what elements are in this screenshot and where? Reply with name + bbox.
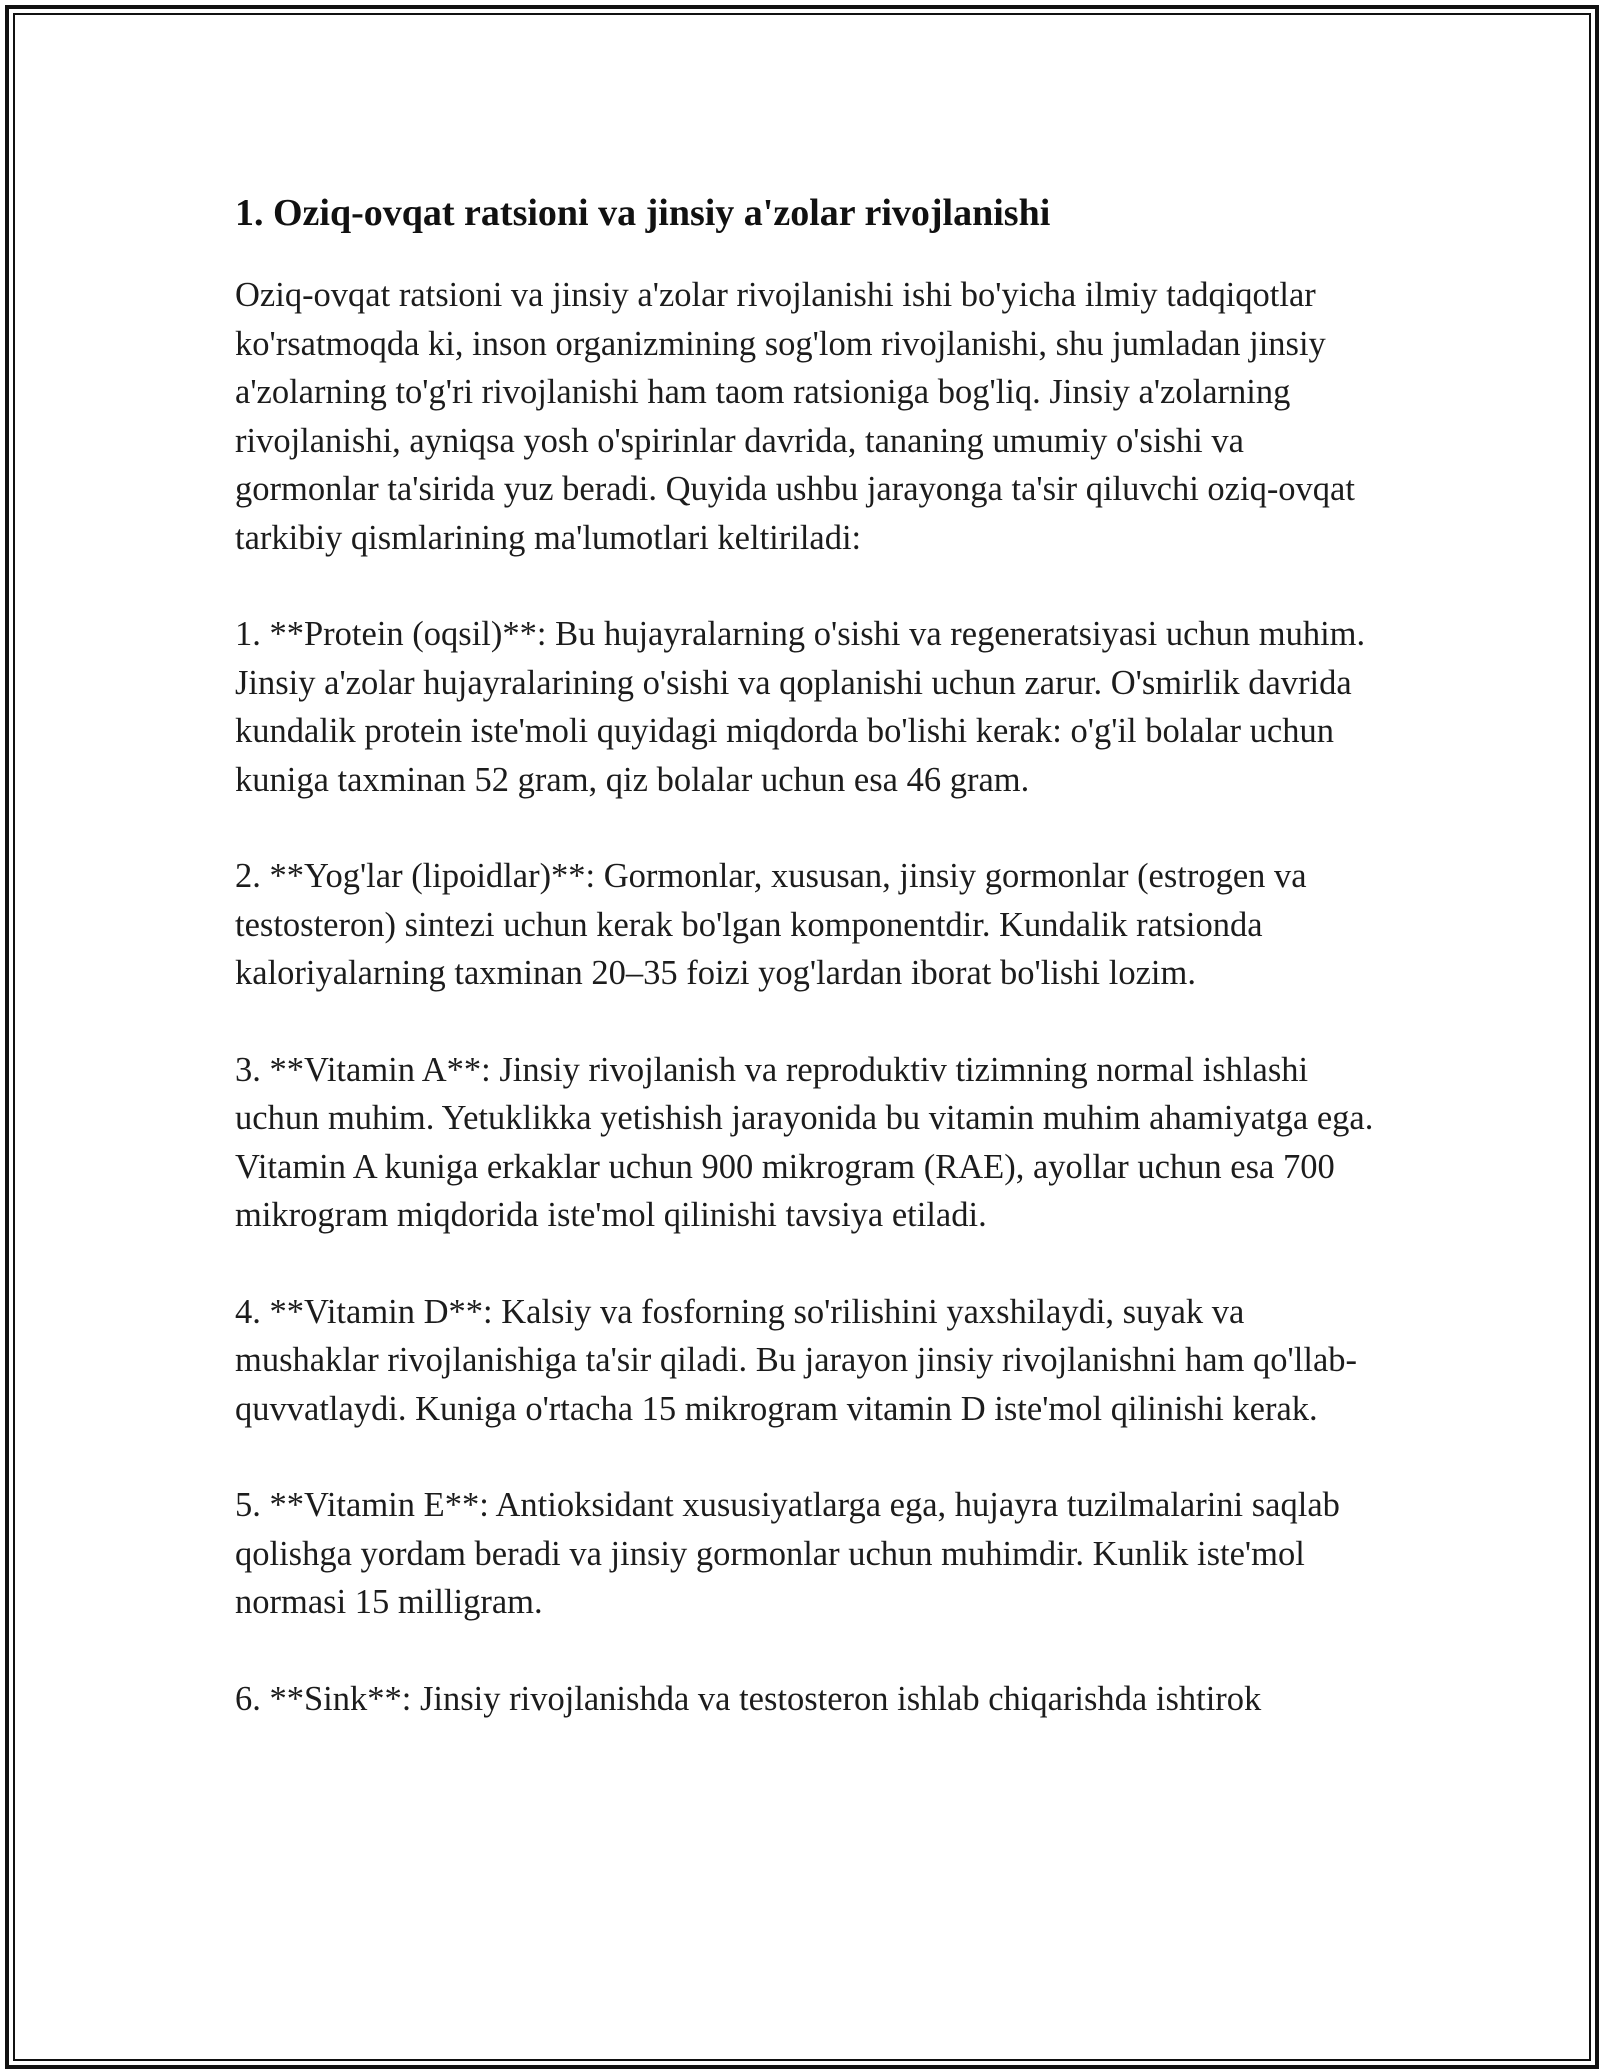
zinc-paragraph: 6. **Sink**: Jinsiy rivojlanishda va testosteron ishlab chiqarishda ishtirok — [235, 1679, 1262, 1718]
intro-paragraph: Oziq-ovqat ratsioni va jinsiy a'zolar rivojlanishi ishi bo'yicha ilmiy tadqiqotlar ko'rsatmoqda ki, inson organizmining sog'lom rivojlanishi, shu jumladan jinsiy a'zolarning to'g'ri rivojlanishi ham taom ratsioniga bog'liq. Jinsiy a'zolarning rivojlanishi, ayniqsa yosh o'spirinlar davrida, tananing umumiy o'sishi va gormonlar ta'sirida yuz beradi. Quyida ushbu jarayonga ta'sir qiluvchi oziq-ovqat tarkibiy qismlarining ma'lumotlari keltiriladi: — [235, 276, 1355, 557]
vitamin-a-paragraph: 3. **Vitamin A**: Jinsiy rivojlanish va reproduktiv tizimning normal ishlashi uchun muhim. Yetuklikka yetishish jarayonida bu vitamin muhim ahamiyatga ega. Vitamin A kuniga erkaklar uchun 900 mikrogram (RAE), ayollar uchun esa 700 mikrogram miqdorida iste'mol qilinishi tavsiya etiladi. — [235, 1050, 1374, 1234]
document-title: 1. Oziq-ovqat ratsioni va jinsiy a'zolar rivojlanishi — [235, 192, 1051, 234]
vitamin-d-paragraph: 4. **Vitamin D**: Kalsiy va fosforning so'rilishini yaxshilaydi, suyak va mushaklar rivojlanishiga ta'sir qiladi. Bu jarayon jinsiy rivojlanishni ham qo'llab-quvvatlaydi. Kuniga o'rtacha 15 mikrogram vitamin D iste'mol qilinishi kerak. — [235, 1292, 1357, 1428]
document-body — [235, 185, 1375, 1771]
vitamin-e-paragraph: 5. **Vitamin E**: Antioksidant xususiyatlarga ega, hujayra tuzilmalarini saqlab qolishga yordam beradi va jinsiy gormonlar uchun muhimdir. Kunlik iste'mol normasi 15 milligram. — [235, 1486, 1340, 1621]
protein-paragraph: 1. **Protein (oqsil)**: Bu hujayralarning o'sishi va regeneratsiyasi uchun muhim. Jinsiy a'zolar hujayralarining o'sishi va qoplanishi uchun zarur. O'smirlik davrida kundalik protein iste'moli quyidagi miqdorda bo'lishi kerak: o'g'il bolalar uchun kuniga taxminan 52 gram, qiz bolalar uchun esa 46 gram. — [235, 615, 1366, 799]
fats-paragraph: 2. **Yog'lar (lipoidlar)**: Gormonlar, xususan, jinsiy gormonlar (estrogen va testosteron) sintezi uchun kerak bo'lgan komponentdir. Kundalik ratsionda kaloriyalarning taxminan 20–35 foizi yog'lardan iborat bo'lishi lozim. — [235, 857, 1307, 992]
